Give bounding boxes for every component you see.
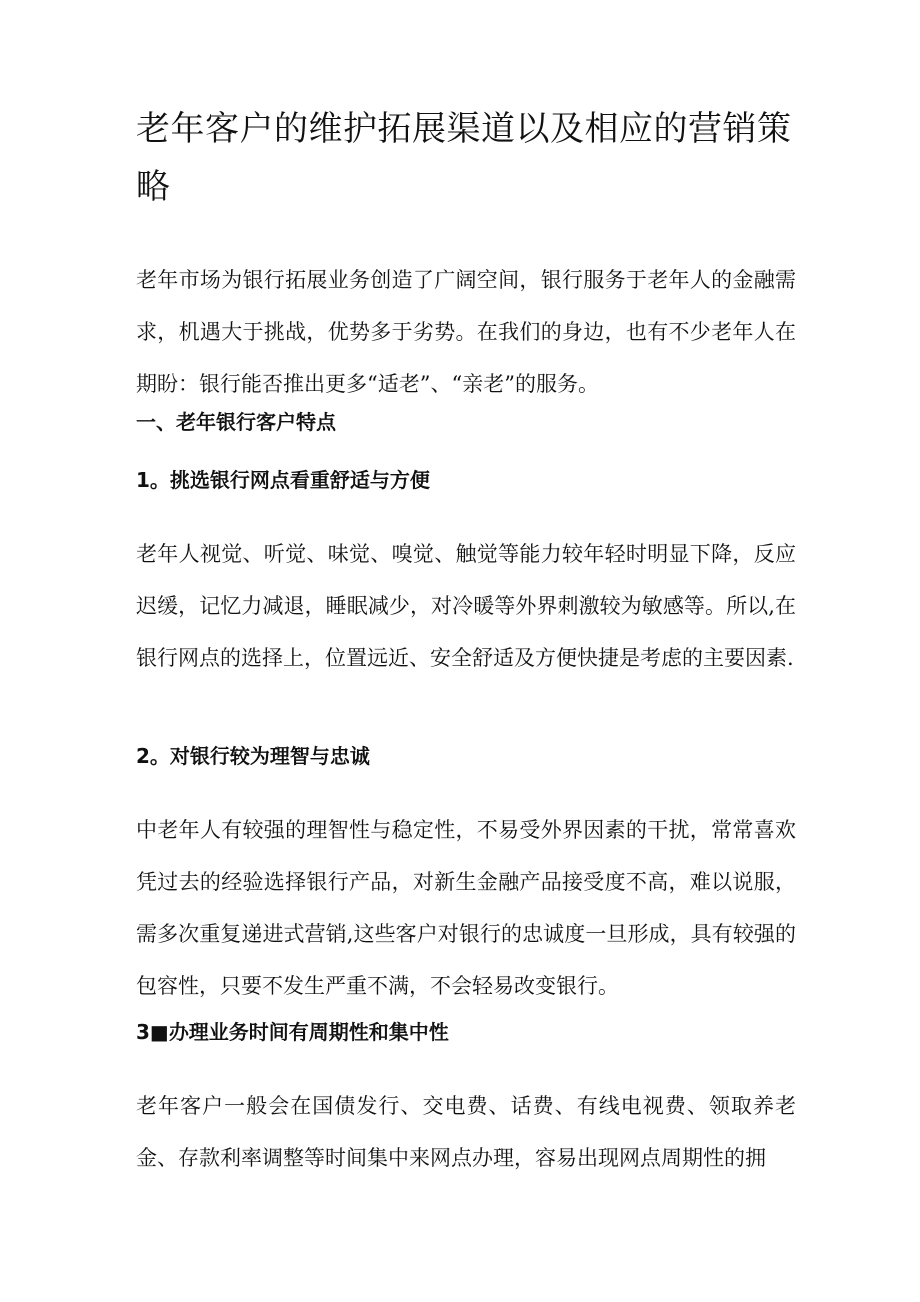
subsection-heading-1: 1。挑选银行网点看重舒适与方便 <box>136 468 430 492</box>
document-title: 老年客户的维护拓展渠道以及相应的营销策略 <box>136 109 792 207</box>
subsection-2-paragraph: 中老年人有较强的理智性与稳定性，不易受外界因素的干扰，常常喜欢凭过去的经验选择银行产品，对新生金融产品接受度不高，难以说服，需多次重复递进式营销,这些客户对银行的忠诚度一旦形成，具有较强的包容性，只要不发生严重不满，不会轻易改变银行。 <box>136 818 796 998</box>
intro-paragraph: 老年市场为银行拓展业务创造了广阔空间，银行服务于老年人的金融需求，机遇大于挑战，优势多于劣势。在我们的身边，也有不少老年人在期盼：银行能否推出更多“适老”、“亲老”的服务。 <box>136 268 796 396</box>
subsection-1-paragraph: 老年人视觉、听觉、味觉、嗅觉、触觉等能力较年轻时明显下降，反应迟缓，记忆力减退，睡眠减少，对冷暖等外界刺激较为敏感等。所以,在银行网点的选择上，位置远近、安全舒适及方便快捷是考虑的主要因素. <box>136 542 796 670</box>
section-heading-1: 一、老年银行客户特点 <box>136 410 336 434</box>
subsection-heading-2: 2。对银行较为理智与忠诚 <box>136 744 370 768</box>
subsection-3-paragraph: 老年客户一般会在国债发行、交电费、话费、有线电视费、领取养老金、存款利率调整等时间集中来网点办理，容易出现网点周期性的拥 <box>136 1094 796 1170</box>
subsection-heading-3: 3■办理业务时间有周期性和集中性 <box>136 1020 449 1044</box>
